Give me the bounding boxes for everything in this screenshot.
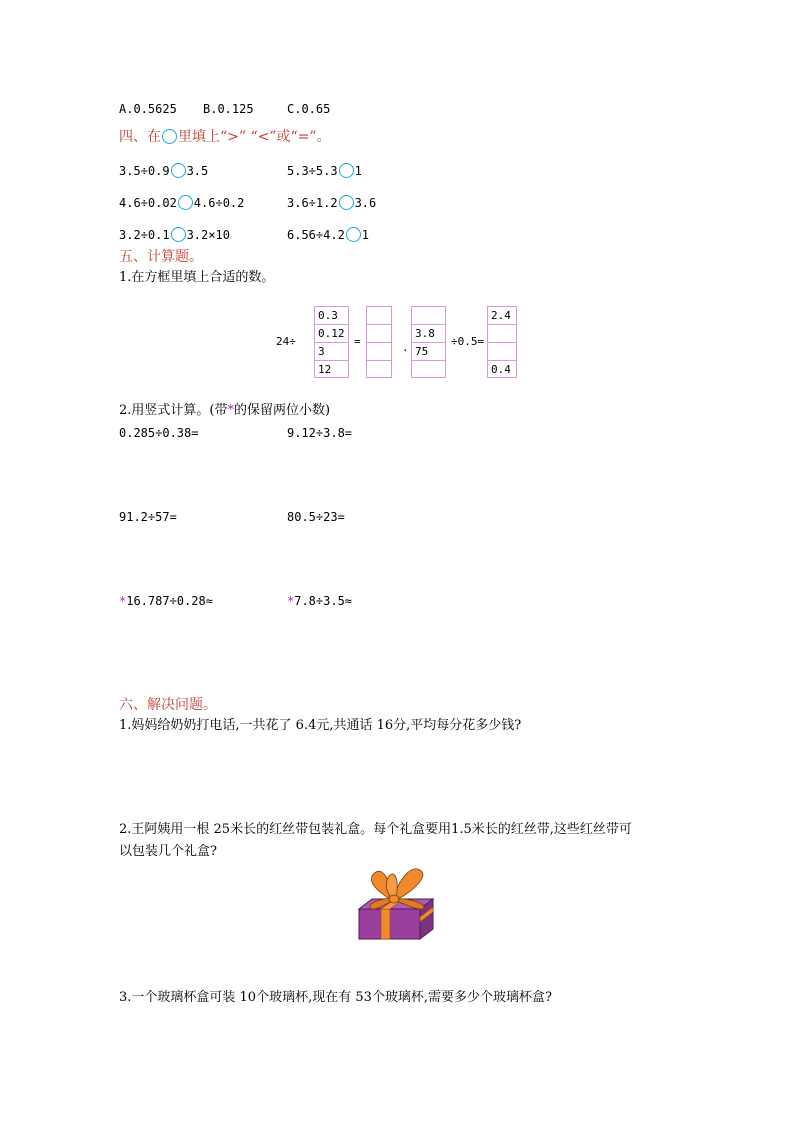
problem-1: 1.妈妈给奶奶打电话,一共花了 6.4元,共通话 16分,平均每分花多少钱? — [119, 718, 522, 733]
choice-a: A.0.5625 — [119, 102, 177, 116]
answer-circle[interactable] — [171, 227, 186, 242]
question-2: 2.用竖式计算。(带*的保留两位小数) — [119, 403, 331, 418]
compare-item: 3.5÷0.9 3.5 — [119, 164, 209, 178]
section5-title: 五、计算题。 — [119, 249, 203, 265]
problem-2-line2: 以包装几个礼盒? — [119, 844, 217, 859]
expression: 80.5÷23= — [287, 510, 345, 524]
section4-title: 四、在 里填上“>” “<”或“=”。 — [119, 129, 331, 145]
compare-item: 3.6÷1.2 3.6 — [287, 196, 377, 210]
question-1: 1.在方框里填上合适的数。 — [119, 270, 275, 285]
expression: 91.2÷57= — [119, 510, 177, 524]
compare-item: 4.6÷0.02 4.6÷0.2 — [119, 196, 245, 210]
section6-title: 六、解决问题。 — [119, 697, 217, 713]
gift-box-icon — [354, 862, 438, 942]
answer-circle[interactable] — [178, 195, 193, 210]
problem-2-line1: 2.王阿姨用一根 25米长的红丝带包装礼盒。每个礼盒要用1.5米长的红丝带,这些红丝带可 — [119, 822, 632, 837]
expression-starred: *16.787÷0.28≈ — [119, 594, 213, 608]
compare-item: 3.2÷0.1 3.2×10 — [119, 228, 230, 242]
puzzle-divide: ÷0.5= — [451, 335, 485, 348]
puzzle-box-1: 0.3 0.12 3 12 — [314, 306, 349, 378]
answer-circle[interactable] — [339, 163, 354, 178]
puzzle-dot: . — [402, 341, 409, 354]
expression-starred: *7.8÷3.5≈ — [287, 594, 353, 608]
answer-circle[interactable] — [339, 195, 354, 210]
puzzle-box-2[interactable] — [366, 306, 392, 378]
choice-b: B.0.125 — [203, 102, 254, 116]
expression: 9.12÷3.8= — [287, 426, 353, 440]
puzzle-box-3[interactable]: 3.8 75 — [411, 306, 446, 378]
answer-circle[interactable] — [346, 227, 361, 242]
answer-circle[interactable] — [171, 163, 186, 178]
puzzle-box-4[interactable]: 2.4 0.4 — [487, 306, 517, 378]
compare-item: 6.56÷4.2 1 — [287, 228, 370, 242]
choice-c: C.0.65 — [287, 102, 331, 116]
puzzle-equals: = — [354, 335, 361, 348]
circle-icon — [162, 129, 177, 144]
compare-item: 5.3÷5.3 1 — [287, 164, 362, 178]
problem-3: 3.一个玻璃杯盒可装 10个玻璃杯,现在有 53个玻璃杯,需要多少个玻璃杯盒? — [119, 990, 552, 1005]
puzzle-prefix: 24÷ — [276, 335, 296, 348]
expression: 0.285÷0.38= — [119, 426, 199, 440]
